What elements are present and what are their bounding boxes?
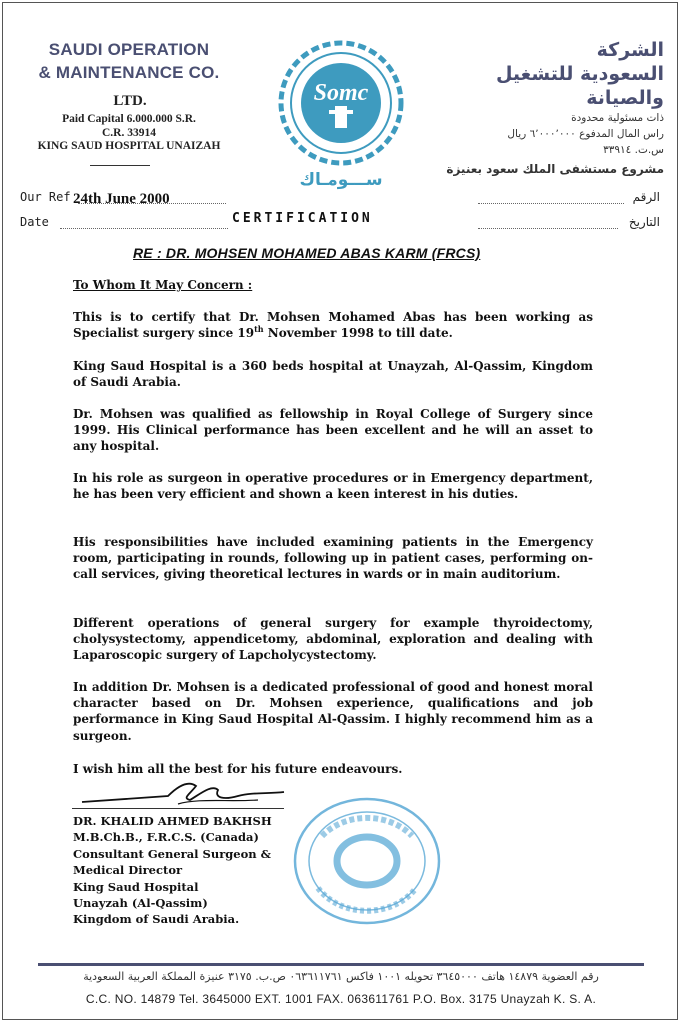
footer-arabic-contact: رقم العضوية ١٤٨٧٩ هاتف ٣٦٤٥٠٠٠ تحويله ١٠٠١ فاكس ٠٦٣٦١١٧٦١ ص.ب. ٣١٧٥ عنيزة المملكة العربية السعودية	[83, 970, 599, 983]
paragraph-4: In his role as surgeon in operative procedures or in Emergency department, he has been very efficient and shown a keen interest in his duties.	[73, 471, 593, 502]
paragraph-1: This is to certify that Dr. Mohsen Mohamed Abas has been working as Specialist surgery since 19th November 1998 to till date.	[73, 310, 593, 341]
signature-line	[72, 808, 284, 809]
signatory-degrees: M.B.Ch.B., F.R.C.S. (Canada)	[73, 830, 259, 845]
signatory-title-2: Medical Director	[73, 863, 183, 878]
company-name-line1: SAUDI OPERATION	[48, 40, 210, 59]
company-ar-project: مشروع مستشفى الملك سعود بعنيزة	[446, 162, 664, 176]
ref-ar-label: الرقم	[632, 190, 660, 204]
our-ref-label: Our Ref	[20, 190, 71, 204]
handwritten-signature	[78, 776, 288, 812]
letter-date: 24th June 2000	[73, 191, 170, 207]
paragraph-2: King Saud Hospital is a 360 beds hospital at Unayzah, Al-Qassim, Kingdom of Saudi Arabia.	[73, 359, 593, 390]
paid-capital: Paid Capital 6.000.000 S.R.	[62, 113, 196, 125]
company-details	[14, 113, 244, 154]
date-ar-label: التاريخ	[628, 215, 660, 229]
signatory-name: DR. KHALID AHMED BAKHSH	[73, 814, 272, 828]
company-ar-line2: السعودية للتشغيل والصيانة	[495, 63, 664, 109]
company-name-en	[14, 38, 244, 84]
ref-ar-dots	[478, 203, 624, 204]
date-ar-dots	[478, 228, 618, 229]
signatory-org: King Saud Hospital	[73, 879, 199, 894]
certification-title: CERTIFICATION	[232, 211, 373, 226]
company-ar-capital: راس المال المدفوع ٦٬٠٠٠٬٠٠٠ ريال	[507, 128, 664, 140]
company-ltd: LTD.	[113, 93, 147, 109]
paragraph-5: His responsibilities have included examining patients in the Emergency room, participating in rounds, following up in patient cases, performing on-call services, giving theoretical lectures in wards or in main auditorium.	[73, 535, 593, 582]
signatory-block	[73, 813, 272, 928]
signatory-title-1: Consultant General Surgeon &	[73, 846, 272, 861]
hospital-name: KING SAUD HOSPITAL UNAIZAH	[37, 140, 221, 152]
footer-english-contact: C.C. NO. 14879 Tel. 3645000 EXT. 1001 FAX. 063611761 P.O. Box. 3175 Unayzah K. S. A.	[85, 992, 597, 1006]
closing-line: I wish him all the best for his future endeavours.	[73, 762, 403, 776]
commercial-registration: C.R. 33914	[102, 126, 156, 139]
paragraph-6: Different operations of general surgery for example thyroidectomy, cholysystectomy, appendicetomy, abdominal, exploration and dealing with Laparoscopic surgery of Lapcholycystectomy.	[73, 616, 593, 663]
paragraph-7: In addition Dr. Mohsen is a dedicated professional of good and honest moral character based on Dr. Mohsen experience, qualifications and job performance in King Saud Hospital Al-Qassim. I highly recommend him as a surgeon.	[73, 680, 593, 743]
paragraph-3: Dr. Mohsen was qualified as fellowship in Royal College of Surgery since 1999. His Clinical performance has been excellent and he will an asset to any hospital.	[73, 407, 593, 454]
company-ar-line1: الشركة	[596, 39, 664, 61]
logo-text: Somc	[313, 80, 369, 106]
company-ar-ltd: ذات مسئولية محدودة	[571, 112, 664, 124]
salutation: To Whom It May Concern :	[73, 278, 253, 292]
company-ar-cr: س.ت. ٣٣٩١٤	[603, 144, 664, 156]
date-label: Date	[20, 215, 49, 229]
company-name-ar	[434, 38, 664, 176]
signatory-city: Unayzah (Al-Qassim)	[73, 896, 208, 911]
footer-divider	[38, 963, 644, 966]
official-stamp-icon	[292, 796, 442, 926]
logo-arabic-caption: ســـومـاك	[299, 170, 383, 190]
date-dots	[60, 228, 228, 229]
company-name-line2: & MAINTENANCE CO.	[38, 63, 220, 82]
subject-line: RE : DR. MOHSEN MOHAMED ABAS KARM (FRCS)	[133, 245, 481, 261]
header-divider	[90, 165, 150, 166]
signatory-country: Kingdom of Saudi Arabia.	[73, 912, 240, 927]
somc-logo-icon	[278, 40, 404, 166]
